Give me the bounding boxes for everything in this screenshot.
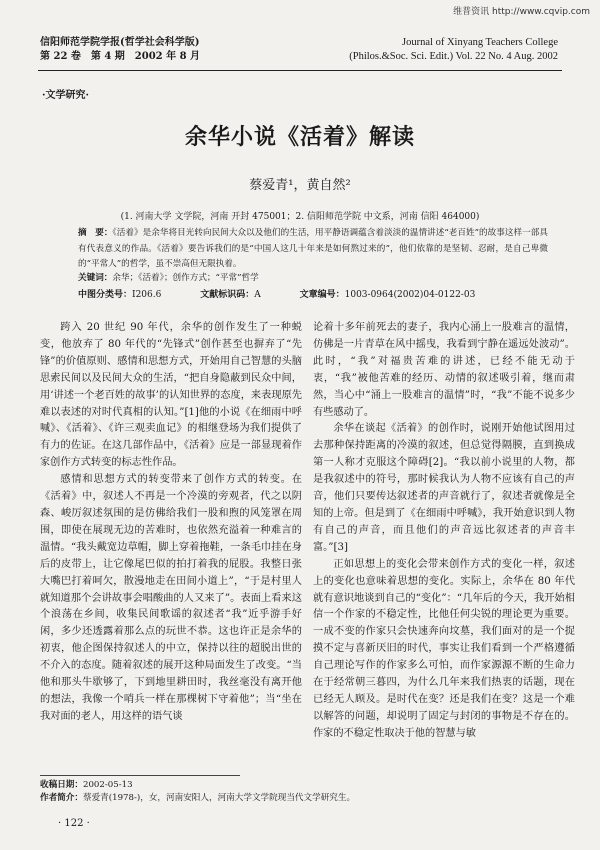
doc-code-value: A (254, 290, 261, 300)
article-title: 余华小说《活着》解读 (184, 124, 415, 150)
abstract-label: 摘 要： (78, 228, 113, 238)
affiliation: (1. 河南大学 文学院，河南 开封 475001；2. 信阳师范学院 中文系，河南 信阳 464000) (120, 212, 480, 222)
journal-header-en (349, 36, 558, 64)
watermark: 维普资讯 http://www.cqvip.com (453, 7, 590, 17)
issue-info-en: (Philos.&Soc. Sci. Edit.) Vol. 22 No. 4 Aug. 2002 (349, 51, 558, 62)
keywords-text: 余华；《活着》；创作方式；“平常”哲学 (112, 273, 259, 283)
clc-value: I206.6 (132, 290, 162, 300)
received-date: 2002-05-13 (82, 780, 133, 790)
journal-name-cn: 信阳师范学院学报(哲学社会科学版) (40, 37, 200, 48)
classification-line (78, 288, 548, 302)
body-column-left (40, 320, 302, 726)
abstract-text: 《活着》是余华将目光转向民间大众以及他们的生活，用平静语调蕴含着淡淡的温情讲述“老百姓”的故事这样一部具有代表意义的作品。《活着》要告诉我们的是“中国人这几十年来是如何熬过来的”，他们依靠的是坚韧、忍耐，是自己卑微的“平常人”的哲学，虽不崇高但无限执着。 (78, 228, 548, 269)
footnote (40, 779, 355, 805)
keywords (78, 271, 548, 286)
body-paragraph: 感情和思想方式的转变带来了创作方式的转变。在《活着》中，叙述人不再是一个冷漠的旁观者，代之以阴森、峻厉叙述氛围的是仿佛给我们一股和煦的风笼罩在周围，即使在展现无边的苦难时，也依然充溢着一种难言的温情。“我头戴宽边草帽，脚上穿着拖鞋，一条毛巾挂在身后的皮带上，让它像尾巴似的拍打着我的屁股。我整日张大嘴巴打着呵欠，散漫地走在田间小道上”，“于是村里人就知道那个会讲故事会唱酸曲的人又来了”。表面上看来这个浪荡在乡间，收集民间歌谣的叙述者“我”近乎游手好闲，多少还透露着那么点的玩世不恭。这也许正是余华的初衷，他企图保持叙述人的中立，保持以往的超脱出世的不介入的态度。随着叙述的展开这种局面发生了改变。“当他和那头牛歇够了，下到地里耕田时，我丝毫没有离开他的想法，我像一个哨兵一样在那棵树下守着他”；当“坐在我对面的老人，用这样的语气谈 (40, 474, 302, 722)
keywords-label: 关键词： (78, 273, 113, 283)
article-number-label: 文章编号： (299, 290, 345, 300)
author-bio: 蔡爱青(1978-)，女，河南安阳人，河南大学文学院现当代文学研究生。 (82, 793, 356, 803)
journal-header-cn (40, 36, 200, 64)
header-rule (38, 70, 562, 71)
abstract (78, 226, 548, 273)
doc-code-label: 文献标识码： (200, 290, 255, 300)
footnote-rule (40, 775, 240, 776)
body-paragraph: 正如思想上的变化会带来创作方式的变化一样，叙述上的变化也意味着思想的变化。实际上，余华在 80 年代就有意识地谈到自己的“变化”：“几年后的今天，我开始相信一个作家的不稳定性，比他任何尖锐的理论更为重要。一成不变的作家只会快速奔向坟墓，我们面对的是一个捉摸不定与喜新厌旧的时代，事实让我们看到一个严格遵循自己理论写作的作家多么可怕，而作家源源不断的生命力在于经常朝三暮四，为什么几年来我们热衷的话题，现在已经无人顾及。是时代在变？还是我们在变？这是一个难以解答的问题，却说明了固定与封闭的事物是不存在的。作家的不稳定性取决于他的智慧与敏 (313, 558, 575, 739)
article-number-value: 1003-0964(2002)04-0122-03 (344, 290, 476, 300)
body-paragraph: 跨入 20 世纪 90 年代，余华的创作发生了一种蜕变，他放弃了 80 年代的“先锋式”创作甚至也摒弃了“先锋”的价值原则、感情和思想方式，开始用自己智慧的头脑思索民间以及民间大众的生活，“把自身隐蔽到民众中间，用‘讲述一个老百姓的故事’的认知世界的态度，来表现原先难以表述的对时代真相的认知。”[1]他的小说《在细雨中呼喊》、《活着》、《许三观卖血记》的相继登场为我们提供了有力的佐证。在这几部作品中，《活着》应是一部显现着作家创作方式转变的标志性作品。 (40, 322, 302, 469)
journal-name-en: Journal of Xinyang Teachers College (402, 37, 558, 48)
section-label: ·文学研究· (42, 90, 89, 101)
authors: 蔡爱青¹，黄自然² (249, 178, 351, 193)
body-column-right (313, 320, 575, 743)
issue-info-cn: 第 22 卷 第 4 期 2002 年 8 月 (40, 51, 201, 62)
page-number: · 122 · (58, 818, 90, 829)
body-paragraph: 论着十多年前死去的妻子，我内心涌上一股难言的温情，仿佛是一片青草在风中摇曳，我看到宁静在遥远处波动”。此时，“我”对福贵苦难的讲述，已经不能无动于衷，“我”被他苦难的经历、动情的叙述吸引着，继而肃然，当心中“涌上一股难言的温情”时，“我”不能不说多少有些感动了。 (313, 322, 575, 418)
clc-label: 中图分类号： (78, 290, 133, 300)
body-paragraph: 余华在谈起《活着》的创作时，说刚开始他试图用过去那种保持距离的冷漠的叙述，但总觉得隔膜，直到换成第一人称才克服这个障碍[2]。“我以前小说里的人物，都是我叙述中的符号，那时候我认为人物不应该有自己的声音，他们只要传达叙述者的声音就行了，叙述者就像是全知的上帝。但是到了《在细雨中呼喊》，我开始意识到人物有自己的声音，而且他们的声音远比叙述者的声音丰富。”[3] (313, 423, 575, 553)
received-label: 收稿日期： (40, 780, 83, 790)
author-bio-label: 作者简介： (40, 793, 83, 803)
